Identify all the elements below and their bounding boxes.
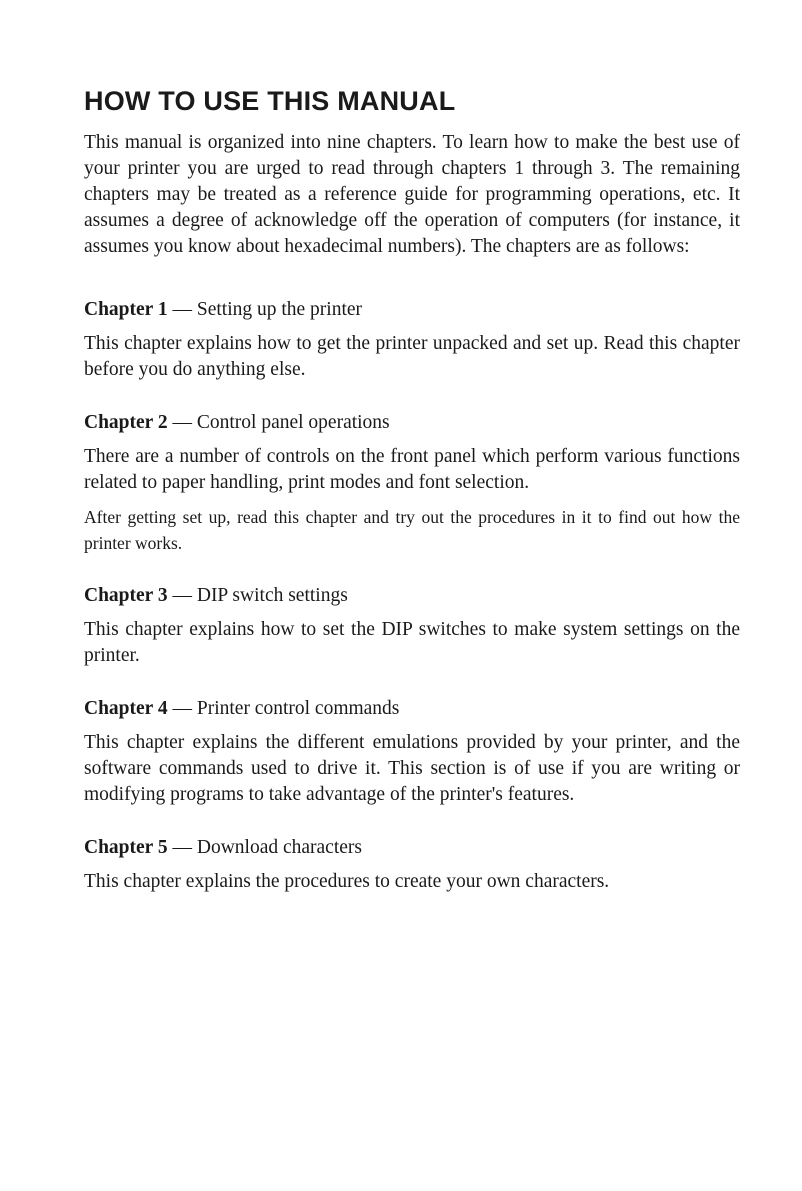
chapter-separator: —	[167, 698, 197, 719]
chapter-separator: —	[167, 299, 197, 320]
chapter-separator: —	[167, 412, 197, 433]
chapter-number: Chapter 5	[84, 837, 168, 858]
chapter-heading	[84, 583, 740, 609]
chapter-heading	[84, 835, 740, 861]
chapter-title: Setting up the printer	[196, 299, 363, 320]
chapter-3-section	[84, 583, 740, 669]
chapter-title: Printer control commands	[196, 698, 400, 719]
chapter-title: Download characters	[196, 837, 362, 858]
intro-paragraph: This manual is organized into nine chapters. To learn how to make the best use of your printer you are urged to read through chapters 1 through 3. The remaining chapters may be treated as a reference guide for programming operations, etc. It assumes a degree of acknowledge off the operation of computers (for instance, it assumes you know about hexadecimal numbers). The chapters are as follows:	[84, 132, 740, 257]
chapter-description: This chapter explains how to get the printer unpacked and set up. Read this chapter before you do anything else.	[84, 333, 740, 380]
chapter-description: This chapter explains how to set the DIP switches to make system settings on the printer.	[84, 619, 740, 666]
chapter-number: Chapter 2	[84, 412, 168, 433]
chapter-title: DIP switch settings	[196, 585, 348, 606]
chapter-description: There are a number of controls on the front panel which perform various functions related to paper handling, print modes and font selection.	[84, 446, 740, 493]
chapter-number: Chapter 4	[84, 698, 168, 719]
page-title: HOW TO USE THIS MANUAL	[84, 86, 456, 116]
chapter-heading	[84, 410, 740, 436]
chapter-number: Chapter 1	[84, 299, 168, 320]
chapter-separator: —	[167, 837, 197, 858]
chapter-number: Chapter 3	[84, 585, 168, 606]
chapter-separator: —	[167, 585, 197, 606]
chapter-2-section	[84, 410, 740, 556]
manual-page	[84, 84, 740, 922]
chapter-4-section	[84, 696, 740, 808]
chapter-1-section	[84, 297, 740, 383]
chapter-5-section	[84, 835, 740, 895]
chapter-description: This chapter explains the procedures to create your own characters.	[84, 871, 610, 892]
chapter-description: This chapter explains the different emulations provided by your printer, and the software commands used to drive it. This section is of use if you are writing or modifying programs to take advantage of the printer's features.	[84, 732, 740, 805]
chapter-heading	[84, 297, 740, 323]
chapter-description: After getting set up, read this chapter and try out the procedures in it to find out how the printer works.	[84, 507, 740, 553]
chapter-heading	[84, 696, 740, 722]
chapter-title: Control panel operations	[196, 412, 390, 433]
